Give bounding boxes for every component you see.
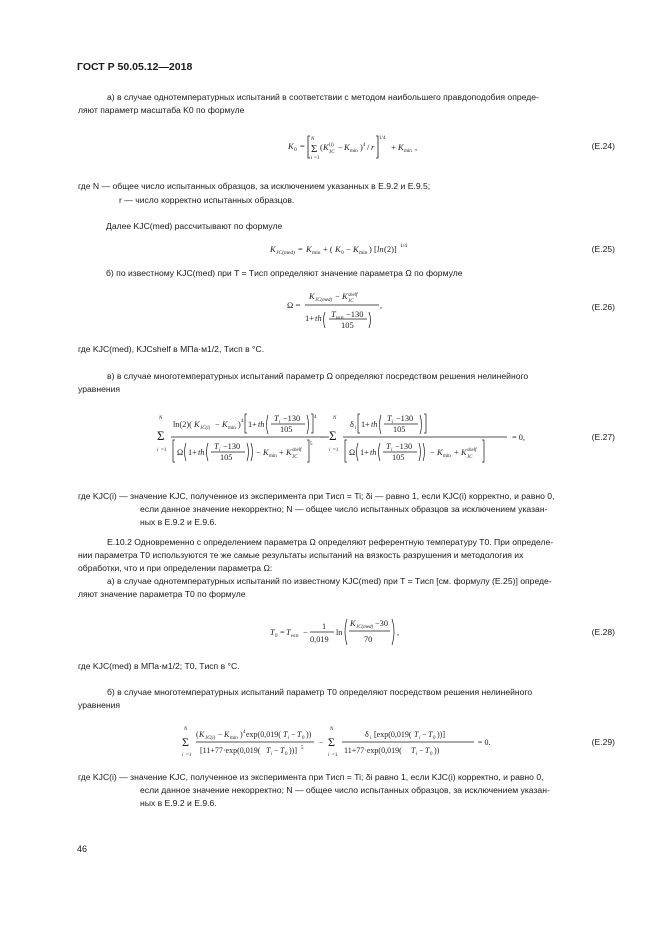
svg-text:th: th	[315, 313, 322, 323]
svg-text:min: min	[350, 149, 358, 154]
svg-text:70: 70	[364, 635, 373, 644]
svg-text:K: K	[222, 420, 228, 429]
svg-text:i: i	[271, 752, 273, 757]
svg-text:+: +	[391, 142, 396, 152]
eq27-number: (Е.27)	[591, 432, 615, 442]
svg-text:[exp(0,019(: [exp(0,019(	[374, 730, 412, 739]
svg-text:i: i	[328, 753, 330, 758]
svg-text:11+77·exp(0,019(: 11+77·exp(0,019(	[344, 746, 402, 755]
svg-text:=: =	[298, 244, 303, 254]
svg-text:): )	[240, 730, 243, 739]
svg-text:0: 0	[285, 752, 288, 757]
svg-text:1/4: 1/4	[379, 136, 386, 141]
svg-text:Σ: Σ	[311, 143, 318, 155]
svg-text:1+: 1+	[361, 420, 370, 429]
para-a2-line1: а) в случае однотемпературных испытаний по известному KJC(med) при T = Tисп [см. формулу (Е.25)] опреде-	[107, 576, 552, 586]
svg-text:5: 5	[310, 442, 313, 447]
svg-text:ln: ln	[377, 244, 384, 254]
svg-text:δ: δ	[350, 420, 354, 429]
svg-text:min: min	[443, 454, 451, 459]
where29-line3: ных в Е.9.2 и Е.9.6.	[140, 798, 217, 808]
svg-text:N: N	[184, 727, 188, 732]
svg-text:i: i	[392, 420, 394, 425]
svg-text:=1: =1	[314, 156, 320, 161]
svg-text:)): ))	[434, 746, 440, 755]
formula-e27	[157, 407, 537, 469]
units-2: где KJC(med) в МПа·м1/2; T0, Tисп в °С.	[78, 661, 240, 671]
svg-text:K: K	[461, 448, 467, 457]
svg-text:исп: исп	[291, 634, 299, 639]
svg-text:K: K	[335, 244, 341, 254]
svg-text:−: −	[422, 730, 427, 739]
where29-line1: где KJC(i) — значение KJC, полученное из эксперимента при Tисп = Ti; δi равно 1, если KJC(i) корректно, и равно 0,	[78, 772, 544, 782]
svg-text:T: T	[387, 414, 392, 423]
svg-text:4: 4	[314, 415, 317, 420]
svg-text:JC: JC	[467, 455, 473, 460]
svg-text:i: i	[416, 752, 418, 757]
svg-text:min: min	[230, 736, 238, 741]
para-b1: б) по известному KJC(med) при T = Tисп определяют значение параметра Ω по формуле	[106, 268, 463, 278]
svg-text:−: −	[218, 730, 223, 739]
formula-e29	[182, 724, 512, 762]
eq28-number: (Е.28)	[591, 627, 615, 637]
page-number: 46	[77, 844, 88, 854]
svg-text:= 0,: = 0,	[512, 433, 525, 442]
eq24-number: (Е.24)	[591, 141, 615, 151]
svg-text:−30: −30	[375, 619, 388, 628]
svg-text:−: −	[430, 448, 435, 457]
where29-line2: если данное значение некорректно; N — общее число испытанных образцов, за исключением указан-	[140, 785, 550, 795]
svg-text:JC(med): JC(med)	[356, 625, 374, 630]
svg-text:N: N	[159, 416, 163, 421]
svg-text:shelf: shelf	[292, 448, 302, 453]
svg-text:K: K	[437, 448, 443, 457]
para-b2-line1: б) в случае многотемпературных испытаний параметр T0 определяют посредством решения нелинейного	[107, 687, 533, 697]
svg-text:−130: −130	[396, 414, 414, 423]
svg-text:JC: JC	[348, 299, 354, 304]
svg-text:(: (	[196, 730, 199, 739]
svg-text:th: th	[371, 420, 378, 429]
svg-text:i: i	[355, 426, 357, 431]
svg-text:K: K	[309, 291, 315, 301]
para-a1-line1: а) в случае однотемпературных испытаний в соответствии с методом наибольшего правдоподобия опреде-	[107, 92, 539, 102]
svg-text:105: 105	[392, 453, 405, 462]
svg-text:,: ,	[415, 142, 418, 152]
svg-text:JC(i): JC(i)	[205, 736, 216, 741]
svg-text:K: K	[224, 730, 230, 739]
svg-text:исп: исп	[336, 316, 344, 321]
svg-text:+: +	[279, 448, 284, 457]
para-v-line1: в) в случае многотемпературных испытаний параметр Ω определяют посредством решения нелинейного	[107, 371, 529, 381]
svg-text:i: i	[288, 736, 290, 741]
svg-text:th: th	[258, 420, 265, 429]
svg-text:))]: ))]	[289, 746, 297, 755]
svg-text:T: T	[331, 309, 336, 319]
svg-text:−: −	[215, 420, 220, 429]
svg-text:T: T	[283, 730, 288, 739]
formula-e25	[270, 240, 440, 260]
svg-text:= 0.: = 0.	[478, 738, 491, 747]
svg-text:i: i	[419, 736, 421, 741]
svg-text:(i): (i)	[329, 143, 334, 148]
where-1b: r — число корректно испытанных образцов.	[119, 195, 295, 205]
svg-text:JC(i): JC(i)	[200, 426, 211, 431]
svg-text:i: i	[370, 736, 372, 741]
svg-text:T: T	[286, 628, 291, 637]
svg-text:i: i	[279, 420, 281, 425]
svg-text:exp(0,019(: exp(0,019(	[246, 730, 281, 739]
svg-text:−: −	[338, 142, 343, 152]
svg-text:=1: =1	[186, 753, 192, 758]
where27-line2: если данное значение некорректно; N — общее число испытанных образцов за исключением указан-	[140, 504, 548, 514]
svg-text:0: 0	[294, 147, 297, 153]
svg-text:4: 4	[363, 143, 366, 148]
svg-text:i: i	[157, 448, 159, 453]
svg-text:−130: −130	[395, 442, 413, 451]
svg-text:−: −	[291, 730, 296, 739]
svg-text:−: −	[419, 746, 424, 755]
svg-text:+: +	[454, 448, 459, 457]
svg-text:−: −	[346, 244, 351, 254]
svg-text:JC: JC	[329, 150, 335, 155]
svg-text:K: K	[270, 244, 276, 254]
svg-text:): )	[238, 420, 241, 429]
svg-text:(2)]: (2)]	[384, 244, 397, 254]
svg-text:0: 0	[433, 736, 436, 741]
eq25-number: (Е.25)	[591, 244, 615, 254]
svg-text:JC: JC	[292, 455, 298, 460]
svg-text:i: i	[329, 448, 331, 453]
svg-text:ln: ln	[336, 628, 343, 637]
svg-text:−: −	[319, 738, 324, 747]
svg-text:4: 4	[241, 419, 244, 424]
eq26-number: (Е.26)	[591, 302, 615, 312]
svg-text:K: K	[398, 142, 404, 152]
svg-text:Ω: Ω	[177, 448, 184, 457]
svg-text:ln(2)(: ln(2)(	[173, 420, 192, 429]
svg-text:5: 5	[301, 746, 304, 751]
svg-text:i: i	[219, 448, 221, 453]
svg-text:T: T	[425, 746, 430, 755]
svg-text:shelf: shelf	[348, 293, 358, 298]
para-a1-line2: ляют параметр масштаба K0 по формуле	[78, 105, 245, 115]
svg-text:K: K	[306, 244, 312, 254]
where27-line3: ных в Е.9.2 и Е.9.6.	[140, 517, 217, 527]
svg-text:δ: δ	[365, 730, 369, 739]
units-1: где KJC(med), KJCshelf в МПа·м1/2, Tисп в °С.	[78, 344, 265, 354]
svg-text:(: (	[320, 142, 323, 152]
e102-line3: обработки, что и при определении параметра Ω:	[78, 563, 273, 573]
svg-text:Σ: Σ	[328, 735, 335, 749]
document-header: ГОСТ Р 50.05.12—2018	[77, 61, 193, 73]
svg-text:105: 105	[341, 320, 354, 330]
svg-text:T: T	[214, 442, 219, 451]
svg-text:0: 0	[430, 752, 433, 757]
svg-text:T: T	[414, 730, 419, 739]
svg-text:=1: =1	[332, 753, 338, 758]
svg-text:): )	[360, 142, 363, 152]
svg-text:N: N	[311, 137, 315, 142]
formula-e26	[287, 288, 397, 334]
svg-text:i: i	[182, 753, 184, 758]
svg-text:[11+77·exp(0,019(: [11+77·exp(0,019(	[200, 746, 261, 755]
svg-text:T: T	[428, 730, 433, 739]
svg-text:+ (: + (	[323, 244, 333, 254]
svg-text:K: K	[353, 244, 359, 254]
para-a1	[78, 91, 615, 104]
svg-text:105: 105	[220, 453, 233, 462]
svg-text:K: K	[323, 142, 329, 152]
svg-text:T: T	[297, 730, 302, 739]
svg-text:/: /	[367, 142, 370, 152]
svg-text:th: th	[198, 448, 205, 457]
e102-line1: Е.10.2 Одновременно с определением параметра Ω определяют референтную температуру T0. При определе-	[107, 537, 554, 547]
svg-text:JC(med): JC(med)	[276, 250, 295, 256]
svg-text:−130: −130	[346, 309, 364, 319]
svg-text:4: 4	[243, 730, 246, 735]
svg-text:i: i	[311, 156, 313, 161]
svg-text:th: th	[370, 448, 377, 457]
svg-text:1+: 1+	[248, 420, 257, 429]
svg-text:K: K	[199, 730, 205, 739]
svg-text:)): ))	[306, 730, 312, 739]
svg-text:105: 105	[393, 425, 406, 434]
svg-text:K: K	[344, 142, 350, 152]
svg-text:,: ,	[397, 628, 400, 637]
formula-e24	[288, 132, 438, 162]
svg-text:K: K	[194, 420, 200, 429]
svg-text:−: −	[256, 448, 261, 457]
svg-text:1: 1	[322, 622, 327, 631]
svg-text:min: min	[269, 454, 277, 459]
svg-text:1+: 1+	[188, 448, 197, 457]
svg-text:K: K	[350, 619, 356, 628]
svg-text:r: r	[371, 142, 375, 152]
svg-text:T: T	[280, 746, 285, 755]
svg-text:T: T	[274, 414, 279, 423]
para-v-line2: уравнения	[78, 384, 121, 394]
svg-text:Σ: Σ	[157, 428, 165, 443]
svg-text:shelf: shelf	[467, 448, 477, 453]
svg-text:=1: =1	[161, 448, 167, 453]
where-1: где N — общее число испытанных образцов, за исключением указанных в Е.9.2 и Е.9.5;	[78, 181, 431, 191]
svg-text:0: 0	[275, 634, 278, 639]
svg-text:−: −	[303, 628, 308, 637]
e102-line2: нии параметра T0 используются те же самые результаты испытаний на вязкость разрушения и методология их	[78, 550, 524, 560]
svg-text:=: =	[300, 141, 305, 151]
svg-text:min: min	[359, 250, 368, 256]
formula-e28	[270, 614, 410, 650]
para-a2-line2: ляют значение параметра T0 по формуле	[78, 589, 246, 599]
para-b2-line2: уравнения	[78, 700, 121, 710]
svg-text:) [: ) [	[369, 244, 377, 254]
svg-text:min: min	[312, 250, 321, 256]
svg-text:))]: ))]	[437, 730, 445, 739]
svg-text:−: −	[320, 433, 325, 442]
svg-text:N: N	[330, 727, 334, 732]
svg-text:=1: =1	[333, 448, 339, 453]
svg-text:105: 105	[280, 425, 293, 434]
svg-text:T: T	[386, 442, 391, 451]
svg-text:=: =	[280, 628, 285, 637]
svg-text:1+: 1+	[360, 448, 369, 457]
svg-text:−: −	[335, 291, 340, 301]
svg-text:K: K	[263, 448, 269, 457]
svg-text:Ω =: Ω =	[287, 300, 301, 310]
svg-text:K: K	[286, 448, 292, 457]
svg-text:T: T	[266, 746, 271, 755]
svg-text:0,019: 0,019	[310, 635, 329, 644]
svg-text:N: N	[333, 416, 337, 421]
svg-text:−: −	[274, 746, 279, 755]
svg-text:Ω: Ω	[349, 448, 356, 457]
svg-text:i: i	[391, 448, 393, 453]
svg-text:,: ,	[380, 300, 383, 310]
svg-text:T: T	[270, 628, 275, 637]
svg-text:−130: −130	[223, 442, 241, 451]
svg-text:0: 0	[341, 250, 344, 256]
eq29-number: (Е.29)	[591, 737, 615, 747]
svg-text:JC(med): JC(med)	[315, 298, 333, 303]
svg-text:Σ: Σ	[329, 428, 337, 443]
svg-text:1+: 1+	[305, 313, 315, 323]
further-text: Далее KJC(med) рассчитывают по формуле	[106, 221, 283, 231]
svg-text:K: K	[342, 291, 348, 301]
svg-text:min: min	[228, 426, 236, 431]
svg-text:1/4: 1/4	[400, 243, 408, 249]
svg-text:T: T	[411, 746, 416, 755]
svg-text:Σ: Σ	[182, 735, 189, 749]
svg-text:−130: −130	[283, 414, 301, 423]
where27-line1: где KJC(i) — значение KJC, полученное из эксперимента при Tисп = Ti; δi — равно 1, если KJC(i) корректно, и равно 0,	[78, 491, 555, 501]
svg-text:0: 0	[302, 736, 305, 741]
svg-text:min: min	[404, 149, 412, 154]
svg-text:K: K	[288, 141, 294, 151]
